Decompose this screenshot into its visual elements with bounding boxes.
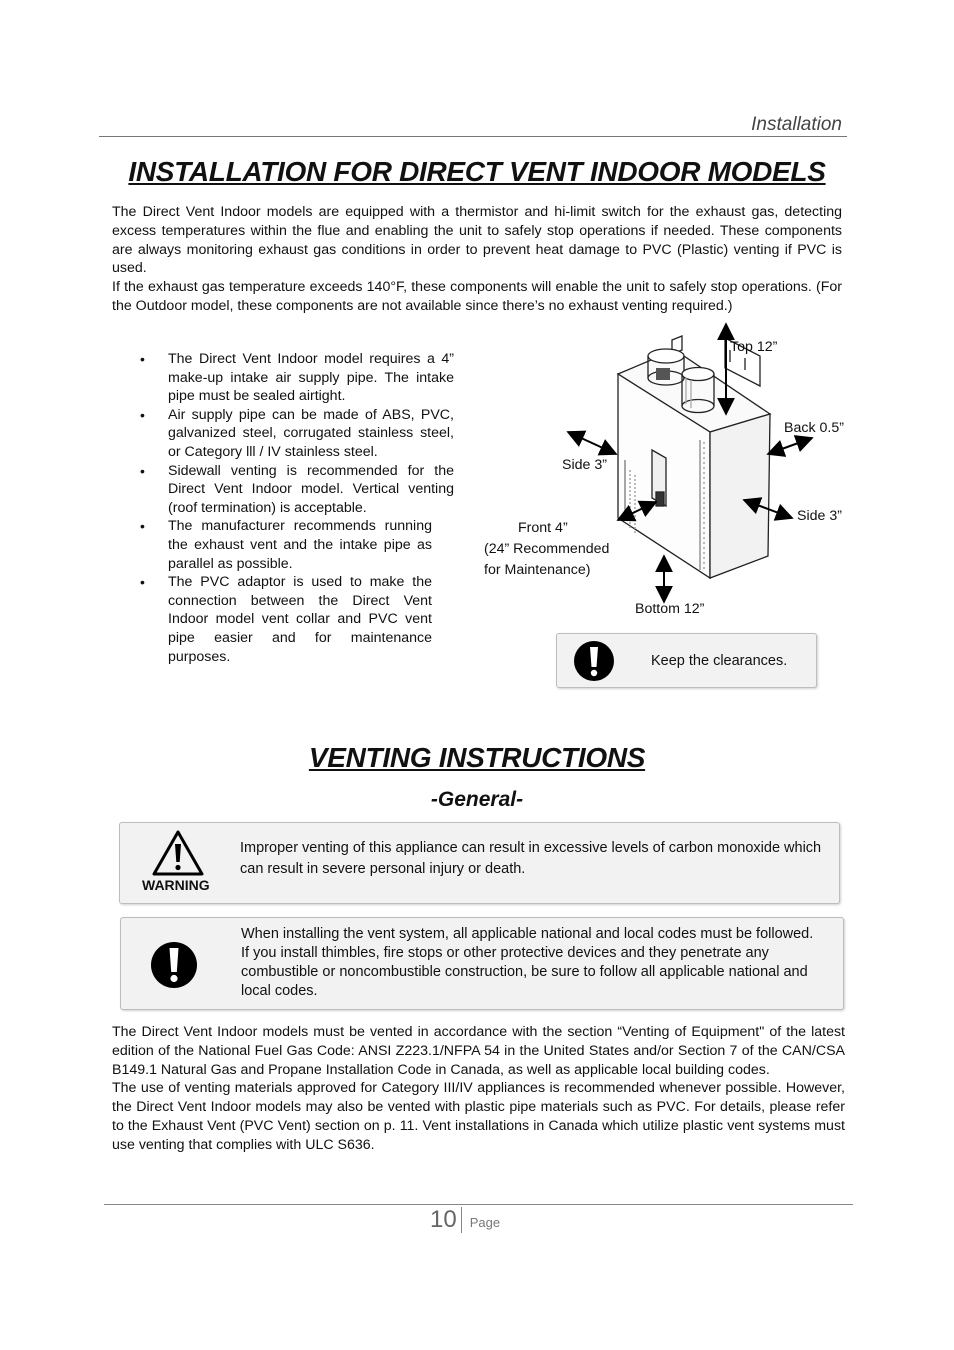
front-clearance-label: Front 4” xyxy=(518,520,568,536)
page-footer xyxy=(430,1205,500,1235)
side-right-clearance-label: Side 3” xyxy=(797,508,842,524)
list-item: • The PVC adaptor is used to make the connection between the Direct Vent Indoor model vent collar and PVC vent pipe easier and for maintenance purposes. xyxy=(140,573,432,666)
list-item: • Air supply pipe can be made of ABS, PVC, galvanized steel, corrugated stainless steel, or Category lll / IV stainless steel. xyxy=(140,406,454,462)
codes-notice-text: When installing the vent system, all applicable national and local codes must be followed. If you install thimbles, fire stops or other protective devices and they penetrate any combustible or noncombustible construction, be sure to follow all applicable national and local codes. xyxy=(241,926,814,999)
footer-separator xyxy=(461,1207,462,1233)
list-item: • The Direct Vent Indoor model requires a 4” make-up intake air supply pipe. The intake pipe must be sealed airtight. xyxy=(140,350,454,406)
back-clearance-label: Back 0.5” xyxy=(784,420,844,436)
clearance-notice-text: Keep the clearances. xyxy=(651,653,788,669)
venting-paragraph-1: The Direct Vent Indoor models must be vented in accordance with the section “Venting of Equipment" of the latest edition of the National Fuel Gas Code: ANSI Z223.1/NFPA 54 in the United States and/or Section 7 of the CAN/CSA B149.1 Natural Gas and Propane Installation Code in Canada, as well as applicable local building codes. xyxy=(112,1024,845,1078)
side-left-clearance-label: Side 3” xyxy=(562,457,607,473)
clearance-notice xyxy=(556,633,817,688)
requirements-list xyxy=(140,350,454,666)
warning-text: Improper venting of this appliance can result in excessive levels of carbon monoxide which can result in severe personal injury or death. xyxy=(240,840,822,877)
codes-notice xyxy=(120,917,844,1010)
intro-text xyxy=(112,203,842,316)
intro-paragraph-1: The Direct Vent Indoor models are equipped with a thermistor and hi-limit switch for the exhaust gas, detecting excess temperatures within the flue and enabling the unit to safely stop operations if needed. These components are always monitoring exhaust gas conditions in order to prevent heat damage to PVC (Plastic) venting if PVC is used. xyxy=(112,204,842,277)
page-number: 10 xyxy=(430,1206,457,1233)
section-title-installation: INSTALLATION FOR DIRECT VENT INDOOR MODELS xyxy=(128,156,826,187)
water-heater-illustration xyxy=(618,336,770,578)
list-item: • Sidewall venting is recommended for the Direct Vent Indoor model. Vertical venting (roof termination) is acceptable. xyxy=(140,462,454,518)
back-clearance-arrow xyxy=(768,438,812,454)
page-label: Page xyxy=(469,1214,501,1230)
section-label: Installation xyxy=(751,114,842,135)
section-subtitle: -General- xyxy=(430,788,524,811)
warning-notice xyxy=(119,822,840,904)
intro-paragraph-2: If the exhaust gas temperature exceeds 140°F, these components will enable the unit to safely stop operations. (For the Outdoor model, these components are not available since there’s no exhaust venting required.) xyxy=(112,279,842,314)
exclamation-icon xyxy=(149,941,199,989)
venting-text xyxy=(112,1023,845,1155)
bottom-clearance-label: Bottom 12” xyxy=(635,601,705,617)
venting-paragraph-2: The use of venting materials approved for Category III/IV appliances is recommended whenever possible. However, the Direct Vent Indoor models may also be vented with plastic pipe materials such as PVC. For details, please refer to the Exhaust Vent (PVC Vent) section on p. 11. Vent installations in Canada which utilize plastic vent systems must use venting that complies with ULC S636. xyxy=(112,1080,845,1153)
warning-triangle-icon xyxy=(151,829,205,877)
list-item: • The manufacturer recommends running the exhaust vent and the intake pipe as parallel as possible. xyxy=(140,517,432,573)
exclamation-icon xyxy=(572,640,616,682)
front-clearance-note: for Maintenance) xyxy=(484,562,591,578)
section-title-venting: VENTING INSTRUCTIONS xyxy=(308,742,646,773)
side-left-clearance-arrow xyxy=(568,432,616,454)
front-clearance-note: (24” Recommended xyxy=(484,541,610,557)
warning-label: WARNING xyxy=(142,877,210,893)
top-clearance-label: Top 12” xyxy=(730,339,778,355)
header-rule xyxy=(99,136,847,137)
